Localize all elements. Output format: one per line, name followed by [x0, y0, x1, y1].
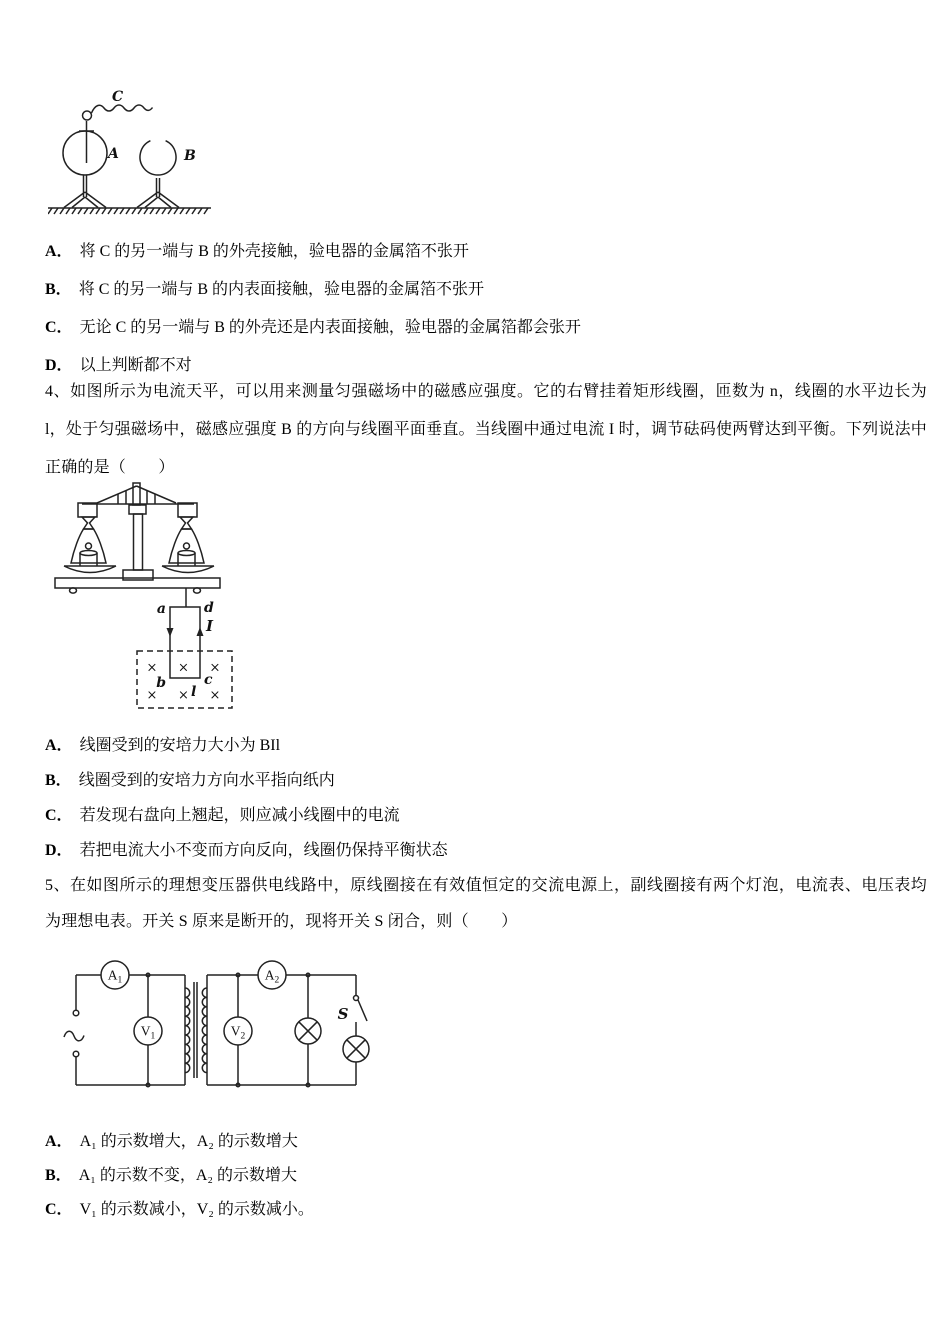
lamp-2: [343, 1036, 369, 1085]
label-a: A: [108, 146, 119, 162]
label-corner-b: b: [156, 675, 166, 691]
label-corner-a: a: [156, 601, 166, 617]
option-c: [45, 306, 927, 344]
left-pan-weight: [64, 529, 116, 573]
primary-circuit: [64, 961, 185, 1087]
field-cross: ×: [178, 688, 189, 703]
option-text: 将 C 的另一端与 B 的外壳接触，验电器的金属箔不张开: [79, 242, 469, 260]
label-corner-d: d: [204, 600, 214, 616]
option-text: A₁ 的示数不变，A₂ 的示数增大: [78, 1166, 297, 1184]
ammeter-a2-label: $A_2$: [264, 967, 280, 986]
question-4-options: [45, 726, 927, 866]
transformer: [185, 982, 207, 1078]
option-c: [45, 1190, 927, 1224]
option-letter: A．: [45, 242, 73, 260]
question-3-options: [45, 230, 927, 382]
option-letter: C．: [45, 807, 73, 824]
ground: [48, 208, 211, 214]
electroscope-figure: [48, 85, 223, 220]
option-letter: A．: [45, 737, 73, 754]
option-d: [45, 831, 927, 866]
option-letter: A．: [45, 1132, 73, 1150]
hollow-conductor-b: [140, 141, 176, 175]
voltmeter-v2-label: $V_2$: [230, 1023, 246, 1042]
field-cross: ×: [209, 688, 221, 703]
ammeter-a1-label: $A_1$: [107, 967, 123, 986]
stand-a: [64, 175, 106, 208]
option-letter: B．: [45, 772, 72, 789]
iron-core: [194, 982, 197, 1078]
option-text: 以上判断都不对: [79, 356, 192, 374]
option-letter: B．: [45, 1166, 72, 1184]
option-text: 线圈受到的安培力大小为 BIl: [79, 737, 281, 754]
option-b: [45, 761, 927, 796]
option-letter: D．: [45, 356, 73, 374]
option-text: 若发现右盘向上翘起，则应减小线圈中的电流: [79, 807, 400, 824]
option-letter: D．: [45, 842, 73, 859]
option-b: [45, 268, 927, 306]
field-cross: ×: [146, 688, 158, 703]
question-text: 如图所示为电流天平，可以用来测量匀强磁场中的磁感应强度。它的右臂挂着矩形线圈，匝数为 n，线圈的水平边长为 l，处于匀强磁场中，磁感应强度 B 的方向与线圈平面垂直。当线圈中通过电流 I 时，调节砝码使两臂达到平衡。下列说法中正确的是（ ）: [45, 383, 927, 476]
voltmeter-v1-label: $V_1$: [140, 1023, 156, 1042]
question-number: 4、: [45, 383, 71, 400]
option-c: [45, 796, 927, 831]
field-cross: ×: [146, 660, 158, 676]
option-a: [45, 726, 927, 761]
stand-b: [137, 178, 179, 208]
option-letter: C．: [45, 318, 73, 336]
field-cross: ×: [209, 660, 221, 676]
option-b: [45, 1156, 927, 1190]
current-arrow-down: [167, 628, 174, 637]
option-text: 无论 C 的另一端与 B 的外壳还是内表面接触，验电器的金属箔都会张开: [79, 318, 581, 336]
question-4-stem: [45, 373, 927, 487]
question-number: 5、: [45, 877, 70, 894]
lamp-1: [295, 975, 321, 1085]
option-text: A₁ 的示数增大，A₂ 的示数增大: [79, 1132, 298, 1150]
question-text: 在如图所示的理想变压器供电线路中，原线圈接在有效值恒定的交流电源上，副线圈接有两个灯泡，电流表、电压表均为理想电表。开关 S 原来是断开的，现将开关 S 闭合，则（ ）: [45, 877, 928, 930]
option-a: [45, 230, 927, 268]
option-text: V₁ 的示数减小，V₂ 的示数减小。: [79, 1200, 314, 1218]
label-corner-c: c: [204, 672, 213, 688]
option-letter: B．: [45, 280, 72, 298]
wire-c: [92, 105, 153, 113]
option-text: 若把电流大小不变而方向反向，线圈仍保持平衡状态: [79, 842, 448, 859]
option-a: [45, 1122, 927, 1156]
switch-s: [354, 975, 368, 1036]
right-pan-weight: [162, 529, 214, 573]
electroscope-a: [63, 111, 107, 175]
option-text: 线圈受到的安培力方向水平指向纸内: [78, 772, 335, 789]
option-text: 将 C 的另一端与 B 的内表面接触，验电器的金属箔不张开: [78, 280, 485, 298]
current-arrow-up: [197, 627, 204, 636]
ac-source-symbol: [64, 1031, 84, 1041]
transformer-circuit-figure: [52, 952, 392, 1107]
question-5-stem: [45, 868, 927, 940]
label-current-i: I: [206, 617, 214, 635]
switch-s-label: S: [337, 1005, 349, 1023]
label-length-l: l: [191, 684, 197, 700]
question-5-options: [45, 1122, 927, 1224]
label-b: B: [184, 148, 196, 164]
field-cross: ×: [178, 660, 189, 676]
current-balance-figure: [48, 482, 243, 712]
label-c: C: [112, 89, 124, 105]
option-letter: C．: [45, 1200, 73, 1218]
